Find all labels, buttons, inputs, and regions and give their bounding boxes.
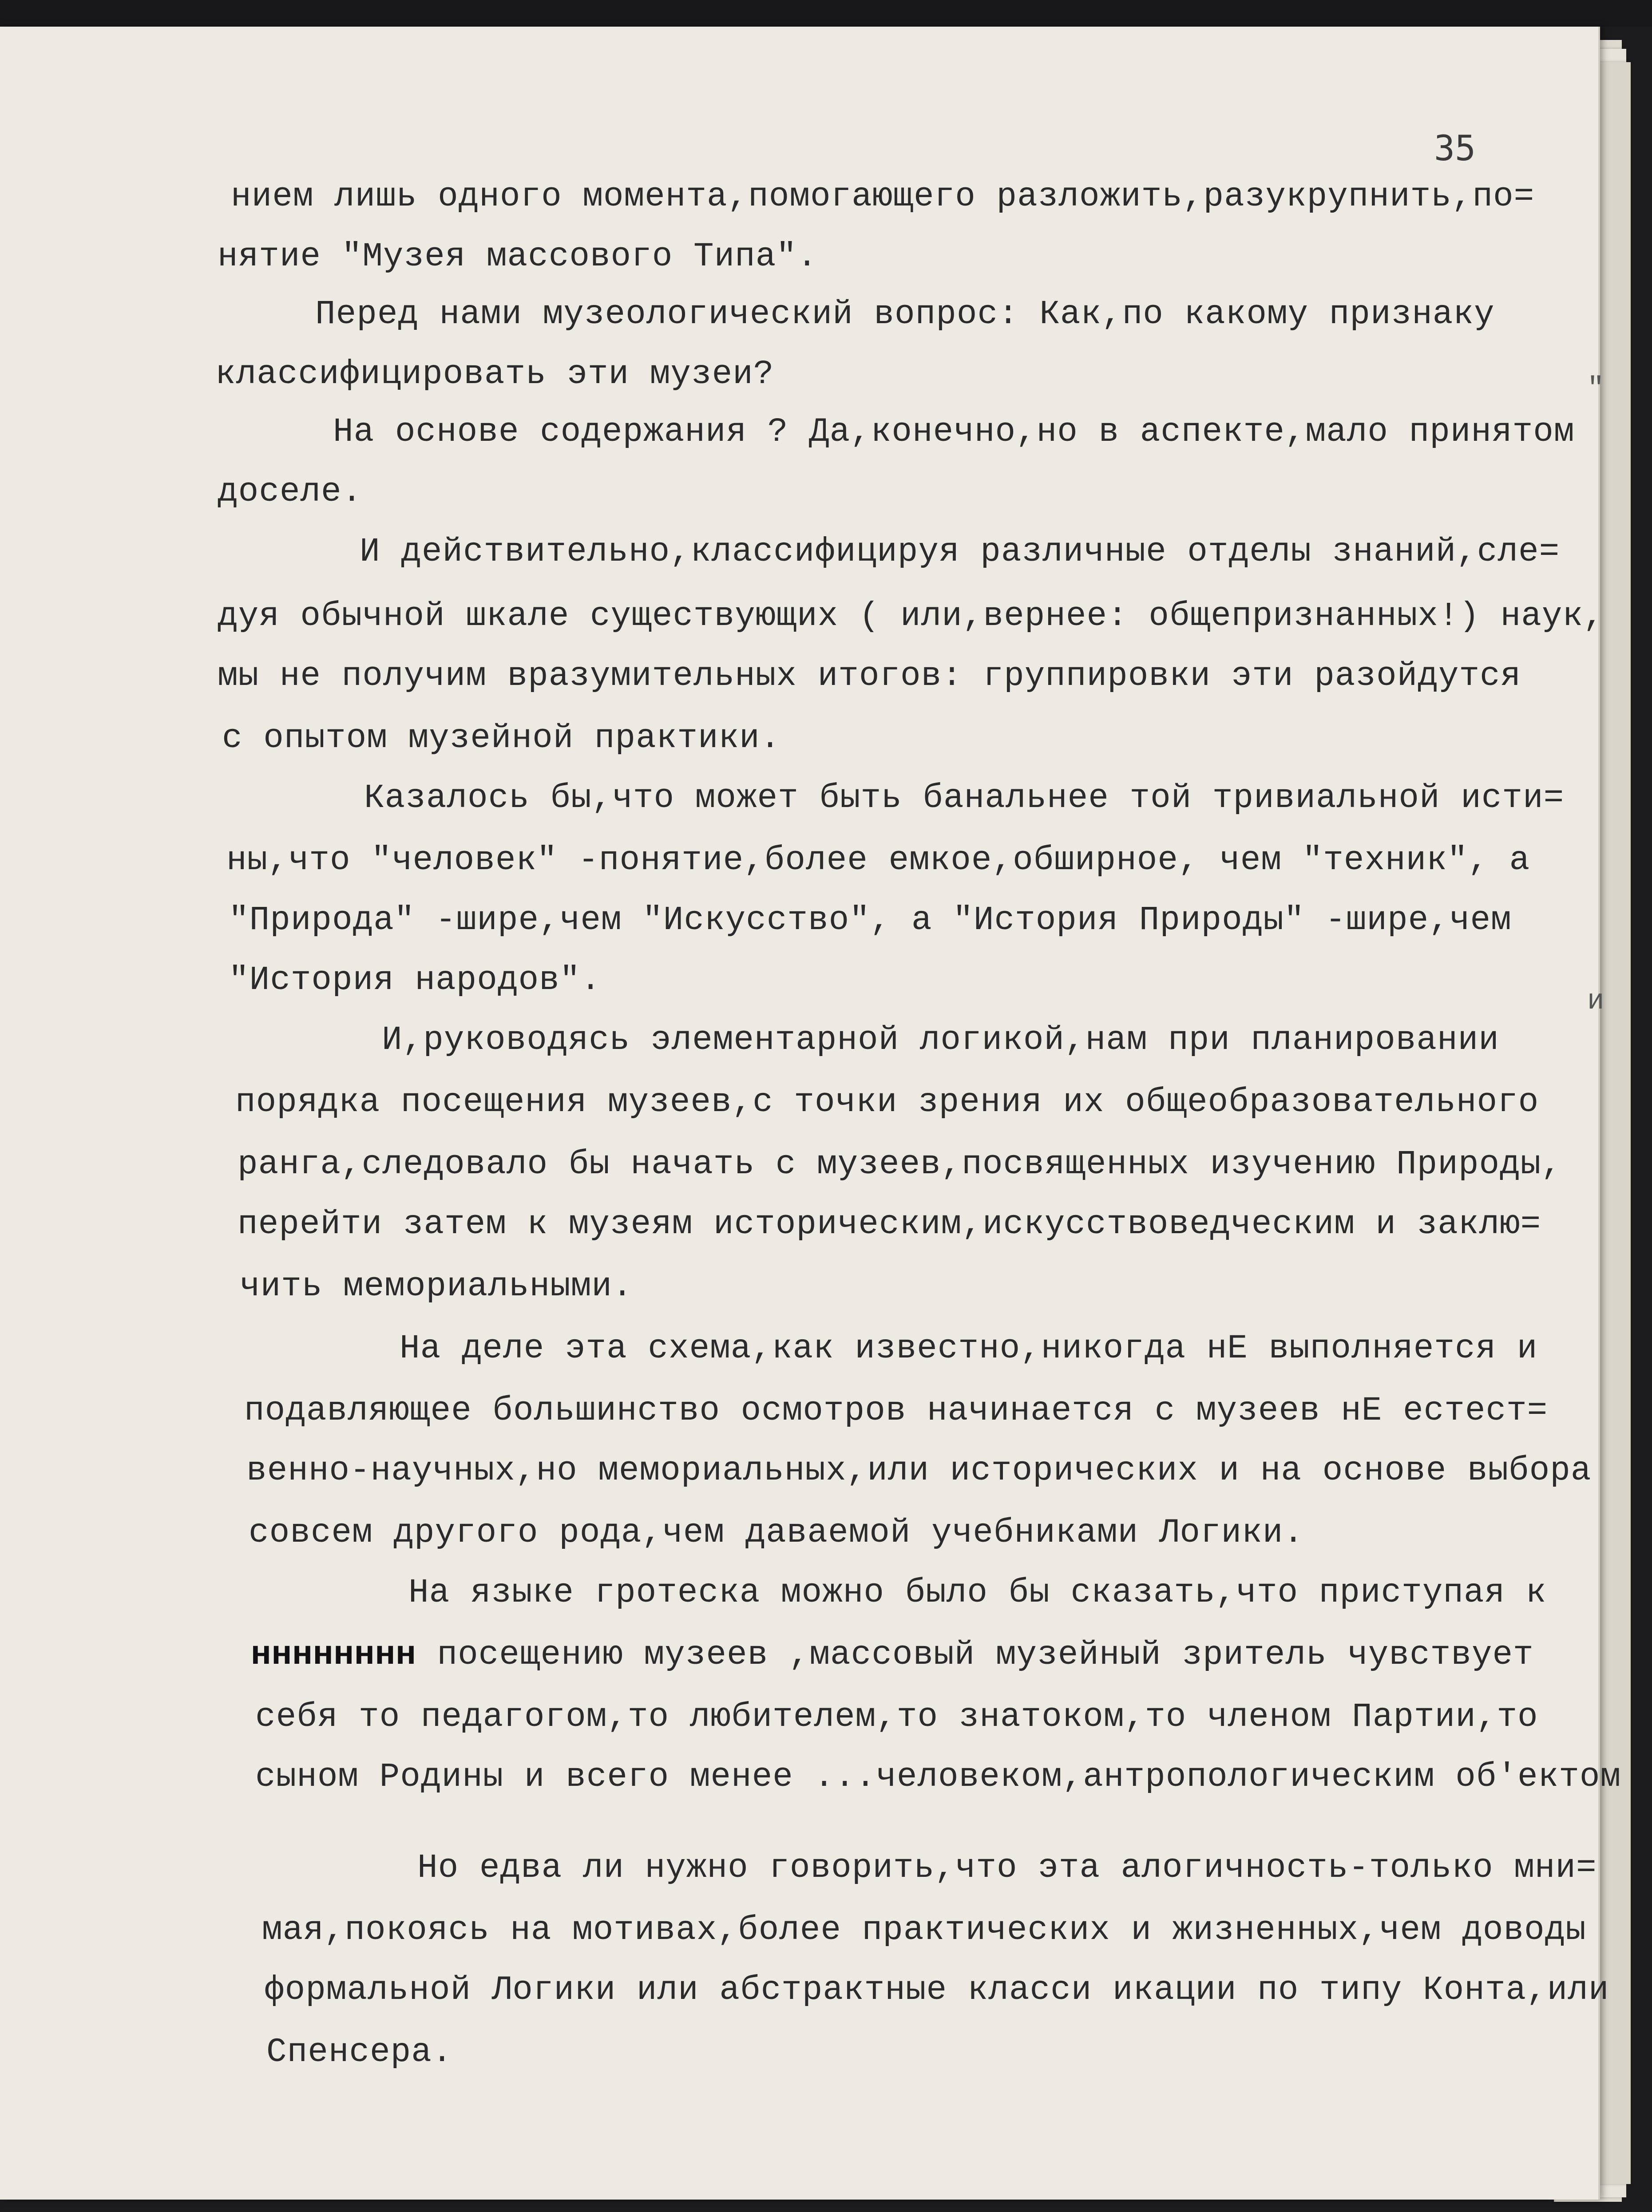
margin-mark: и xyxy=(1587,985,1604,1017)
text-line: порядка посещения музеев,с точки зрения их общеобразовательного xyxy=(235,1083,1539,1121)
text-line: венно-научных,но мемориальных,или исторических и на основе выбора xyxy=(246,1452,1592,1490)
page-body xyxy=(0,27,1621,2200)
text-line: На деле эта схема,как известно,никогда нЕ выполняется и xyxy=(400,1330,1538,1368)
text-line: Казалось бы,что может быть банальнее той тривиальной исти= xyxy=(364,779,1565,817)
page-number: 35 xyxy=(1434,129,1476,169)
text-line: И действительно,классифицируя различные отделы знаний,сле= xyxy=(360,533,1560,571)
text-line: нием лишь одного момента,помогающего разложить,разукрупнить,по= xyxy=(231,178,1535,216)
text-line: доселе. xyxy=(218,473,363,511)
scan-top-background xyxy=(0,0,1652,27)
text-line: сыном Родины и всего менее ...человеком,антропологическим об'ектом xyxy=(255,1758,1621,1796)
text-line: подавляющее большинство осмотров начинается с музеев нЕ естест= xyxy=(244,1392,1548,1430)
text-line: Спенсера. xyxy=(266,2033,453,2071)
text-line: мы не получим вразумительных итогов: группировки эти разойдутся xyxy=(218,657,1521,695)
text-line: На языке гротеска можно было бы сказать,что приступая к xyxy=(408,1574,1547,1612)
text-line: Но едва ли нужно говорить,что эта алогичность-только мни= xyxy=(417,1849,1597,1887)
text-line: нятие "Музея массового Типа". xyxy=(218,237,818,276)
text-line: с опытом музейной практики. xyxy=(222,719,781,757)
text-line: перейти затем к музеям историческим,искусствоведческим и заклю= xyxy=(238,1205,1541,1243)
text-line-content: посещению музеев ,массовый музейный зритель чувствует xyxy=(437,1636,1534,1674)
text-line: себя то педагогом,то любителем,то знатоком,то членом Партии,то xyxy=(255,1698,1538,1736)
text-line: чить мемориальными. xyxy=(240,1267,633,1306)
text-line: На основе содержания ? Да,конечно,но в аспекте,мало принятом xyxy=(333,413,1575,451)
text-line: Перед нами музеологический вопрос: Как,по какому признаку xyxy=(315,295,1495,333)
typewritten-page xyxy=(0,27,1621,2200)
text-line: формальной Логики или абстрактные класси икации по типу Конта,или xyxy=(264,1971,1609,2009)
text-line: ранга,следовало бы начать с музеев,посвященных изучению Природы, xyxy=(238,1145,1562,1183)
text-line: классифицировать эти музеи? xyxy=(215,355,774,393)
struck-out-text: нннннннн xyxy=(251,1636,416,1674)
text-line: дуя обычной шкале существующих ( или,вернее: общепризнанных!) наук, xyxy=(218,597,1604,635)
text-line: совсем другого рода,чем даваемой учебниками Логики. xyxy=(249,1514,1304,1552)
text-line: ны,что "человек" -понятие,более емкое,обширное, чем "техник", а xyxy=(226,841,1530,879)
text-line: "История народов". xyxy=(229,961,601,999)
margin-mark: " xyxy=(1587,373,1604,405)
text-line: И,руководясь элементарной логикой,нам при планировании xyxy=(382,1021,1499,1059)
text-line xyxy=(251,1638,1534,1672)
text-line: мая,покоясь на мотивах,более практических и жизненных,чем доводы xyxy=(262,1911,1586,1949)
text-line: "Природа" -шире,чем "Искусство", а "История Природы" -шире,чем xyxy=(229,901,1512,939)
